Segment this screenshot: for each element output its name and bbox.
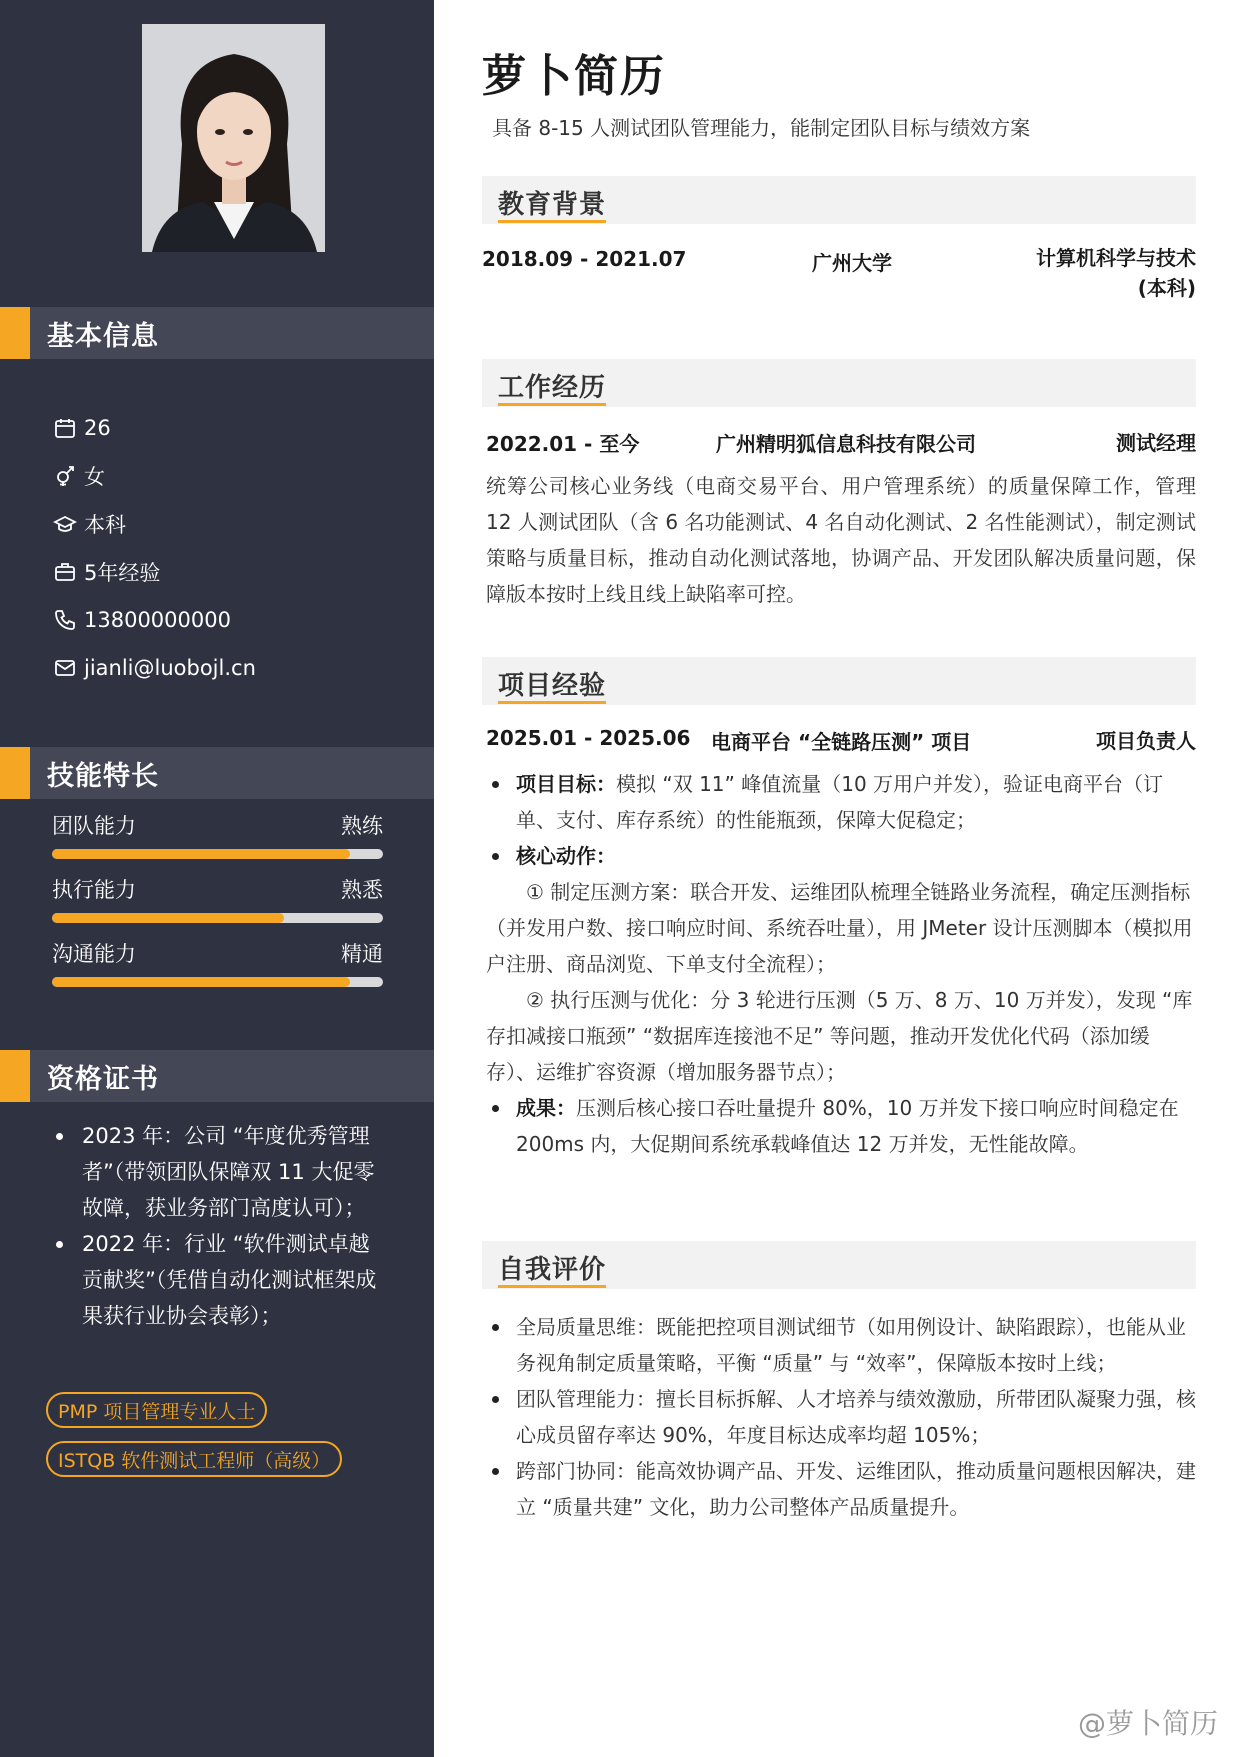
basic-info-header [0,307,434,359]
profile-photo [142,24,325,252]
project-header [482,657,1196,705]
resume-tagline: 具备 8-15 人测试团队管理能力，能制定团队目标与绩效方案 [492,116,1031,140]
skill-level: 精通 [341,942,383,966]
calendar-icon [52,415,78,441]
skill-bar-fill [52,977,350,987]
self-eval-header [482,1241,1196,1289]
self-eval-item: 全局质量思维：既能把控项目测试细节（如用例设计、缺陷跟踪），也能从业务视角制定质量策略，平衡 “质量” 与 “效率”，保障版本按时上线； [486,1309,1196,1381]
graduation-cap-icon [52,511,78,537]
project-result-text: 压测后核心接口吞吐量提升 80%，10 万并发下接口响应时间稳定在 200ms 内，大促期间系统承载峰值达 12 万并发，无性能故障。 [516,1096,1179,1156]
project-result [486,1090,1196,1162]
skills-header [0,747,434,799]
mail-icon [52,655,78,681]
project-core-label: 核心动作： [516,844,616,868]
skill-name: 执行能力 [52,878,136,902]
skill-level: 熟悉 [341,878,383,902]
age-value: 26 [84,416,111,440]
work-period: 2022.01 - 至今 [486,432,640,456]
section-underline [498,220,606,223]
education-header [482,176,1196,224]
skill-level: 熟练 [341,814,383,838]
resume-name: 萝卜简历 [482,51,666,102]
certs-list [50,1118,380,1334]
education-degree: (本科) [1137,276,1196,300]
info-phone [52,596,412,644]
project-role: 项目负责人 [1096,729,1196,753]
info-gender [52,452,412,500]
self-eval-title: 自我评价 [498,1255,607,1285]
info-degree [52,500,412,548]
degree-value: 本科 [84,513,126,537]
phone-icon [52,607,78,633]
work-company: 广州精明狐信息科技有限公司 [716,432,976,456]
skill-name: 团队能力 [52,814,136,838]
skills-list [52,810,383,1002]
experience-value: 5年经验 [84,561,161,585]
skill-bar-fill [52,913,284,923]
work-role: 测试经理 [1116,431,1196,455]
header-accent [0,1050,30,1102]
project-row [486,726,1196,756]
header-accent [0,307,30,359]
section-underline [498,403,606,406]
briefcase-icon [52,559,78,585]
email-value: jianli@luobojl.cn [84,656,256,680]
work-row [486,428,1196,458]
cert-item: 2022 年：行业 “软件测试卓越贡献奖”（凭借自动化测试框架成果获行业协会表彰）； [50,1226,380,1334]
project-step-2: ② 执行压测与优化：分 3 轮进行压测（5 万、8 万、10 万并发），发现 “库存扣减接口瓶颈” “数据库连接池不足” 等问题，推动开发优化代码（添加缓存）、运维扩容资源（增加服务器节点）； [486,988,1193,1084]
project-period: 2025.01 - 2025.06 [486,726,691,750]
info-age [52,404,412,452]
header-accent [0,747,30,799]
project-result-label: 成果： [516,1096,576,1120]
work-title: 工作经历 [498,373,607,403]
education-period: 2018.09 - 2021.07 [482,247,687,271]
watermark: @萝卜简历 [1077,1707,1218,1740]
work-header [482,359,1196,407]
info-email [52,644,412,692]
phone-value: 13800000000 [84,608,231,632]
cert-badge-pmp: PMP 项目管理专业人士 [46,1392,267,1428]
section-underline [498,1285,606,1288]
certs-title: 资格证书 [47,1063,159,1095]
skill-bar [52,977,383,987]
education-school: 广州大学 [812,251,892,275]
basic-info-list [52,404,412,692]
cert-badge-istqb: ISTQB 软件测试工程师（高级） [46,1441,342,1477]
self-eval-item: 团队管理能力：擅长目标拆解、人才培养与绩效激励，所带团队凝聚力强，核心成员留存率达 90%，年度目标达成率均超 105%； [486,1381,1196,1453]
education-major-block [1036,243,1196,303]
project-goal [486,766,1196,838]
main-content [434,0,1242,1757]
skill-name: 沟通能力 [52,942,136,966]
certs-header [0,1050,434,1102]
education-row [482,247,1196,309]
info-experience [52,548,412,596]
education-title: 教育背景 [498,190,607,220]
project-goal-text: 模拟 “双 11” 峰值流量（10 万用户并发），验证电商平台（订单、支付、库存系统）的性能瓶颈，保障大促稳定； [516,772,1164,832]
gender-value: 女 [84,465,105,489]
project-step-1: ① 制定压测方案：联合开发、运维团队梳理全链路业务流程，确定压测指标（并发用户数、接口响应时间、系统吞吐量），用 JMeter 设计压测脚本（模拟用户注册、商品浏览、下单支付全流程）； [486,880,1193,976]
project-name: 电商平台 “全链路压测” 项目 [711,730,972,754]
skill-item [52,938,383,1002]
skill-bar [52,849,383,859]
skills-title: 技能特长 [47,760,159,792]
skill-item [52,874,383,938]
project-details [486,766,1196,1162]
project-title: 项目经验 [498,671,607,701]
cert-item: 2023 年：公司 “年度优秀管理者”（带领团队保障双 11 大促零故障，获业务部门高度认可）； [50,1118,380,1226]
section-underline [498,701,606,704]
self-eval-item: 跨部门协同：能高效协调产品、开发、运维团队，推动质量问题根因解决，建立 “质量共建” 文化，助力公司整体产品质量提升。 [486,1453,1196,1525]
self-eval-list [486,1309,1196,1525]
skill-bar [52,913,383,923]
project-goal-label: 项目目标： [516,772,616,796]
basic-info-title: 基本信息 [47,320,159,352]
gender-icon [52,463,78,489]
skill-item [52,810,383,874]
work-description: 统筹公司核心业务线（电商交易平台、用户管理系统）的质量保障工作，管理 12 人测试团队（含 6 名功能测试、4 名自动化测试、2 名性能测试），制定测试策略与质量目标，推动自动化测试落地，协调产品、开发团队解决质量问题，保障版本按时上线且线上缺陷率可控。 [486,474,1196,606]
education-major: 计算机科学与技术 [1036,246,1196,270]
sidebar [0,0,434,1757]
project-core [486,838,1196,874]
skill-bar-fill [52,849,350,859]
